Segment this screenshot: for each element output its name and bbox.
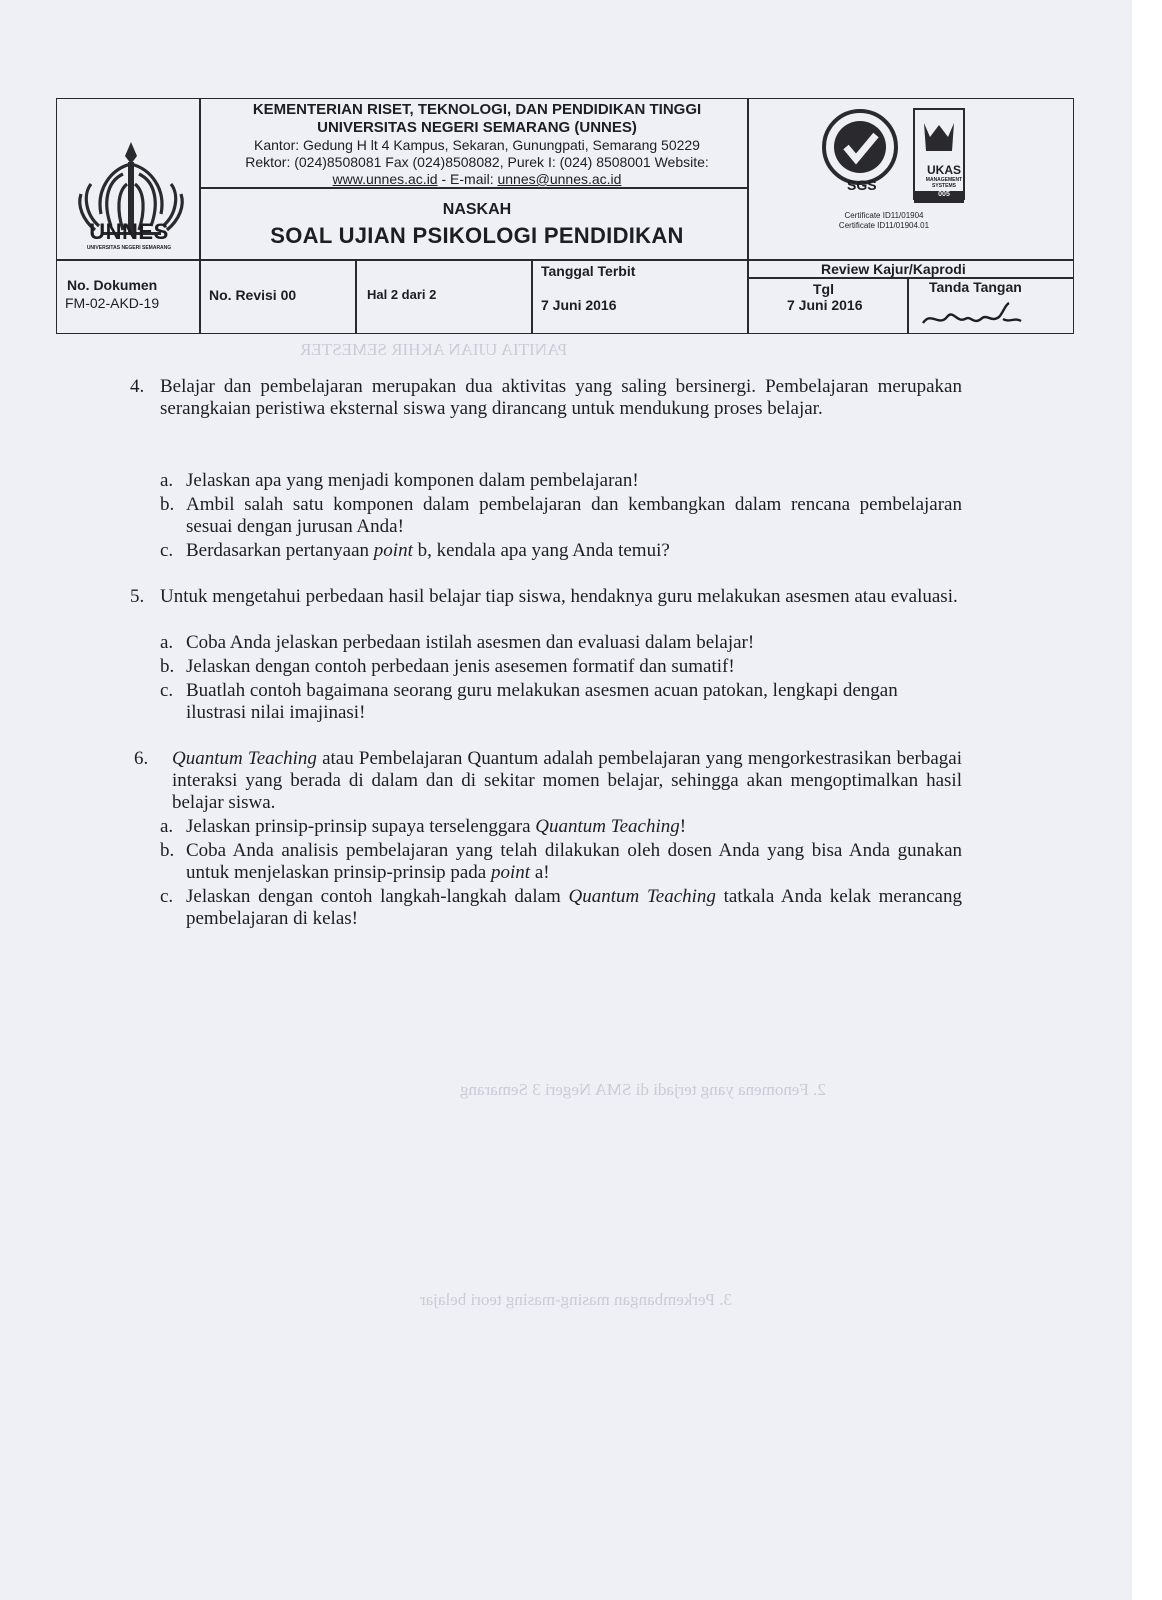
question-text-emphasis: Quantum Teaching — [172, 748, 317, 769]
tgl-value: 7 Juni 2016 — [787, 297, 863, 313]
item-text: Jelaskan dengan contoh perbedaan jenis asesemen formatif dan sumatif! — [186, 656, 735, 677]
item-letter: c. — [160, 886, 174, 907]
doc-title: SOAL UJIAN PSIKOLOGI PENDIDIKAN — [270, 223, 684, 248]
item-text: Buatlah contoh bagaimana seorang guru melakukan asesmen acuan patokan, lengkapi dengan ilustrasi nilai imajinasi! — [186, 680, 898, 723]
item-text: Ambil salah satu komponen dalam pembelajaran dan kembangkan dalam rencana pembelajaran sesuai dengan jurusan Anda! — [186, 494, 962, 537]
item-text — [186, 886, 962, 930]
office-address: Kantor: Gedung H lt 4 Kampus, Sekaran, Gunungpati, Semarang 50229 — [254, 137, 700, 153]
web-email-line — [207, 171, 747, 187]
question-text — [172, 748, 962, 814]
signature-icon — [917, 297, 1037, 331]
item-text-part: Berdasarkan pertanyaan — [186, 540, 374, 561]
item-letter: c. — [160, 680, 174, 701]
item-text: Coba Anda jelaskan perbedaan istilah asesmen dan evaluasi dalam belajar! — [186, 632, 755, 653]
question-text: Belajar dan pembelajaran merupakan dua aktivitas yang saling bersinergi. Pembelajaran merupakan serangkaian peristiwa eksternal siswa yang dirancang untuk mendukung proses belajar. — [160, 376, 962, 419]
item-text-emphasis: Quantum Teaching — [568, 886, 716, 907]
certificate-id-2: Certificate ID11/01904.01 — [838, 221, 930, 230]
bleed-through-text: PANITIA UJIAN AKHIR SEMESTER — [300, 340, 568, 359]
item-text-emphasis: Quantum Teaching — [535, 816, 680, 837]
email-link[interactable]: unnes@unnes.ac.id — [497, 171, 622, 187]
item-letter: b. — [160, 840, 175, 861]
item-letter: b. — [160, 656, 175, 677]
ministry-name: KEMENTERIAN RISET, TEKNOLOGI, DAN PENDIDIKAN TINGGI — [252, 101, 702, 118]
item-letter: c. — [160, 540, 174, 561]
item-letter: b. — [160, 494, 175, 515]
item-text-part: Jelaskan prinsip-prinsip supaya terselenggara — [186, 816, 536, 837]
item-text-part: a! — [530, 862, 550, 883]
item-letter: a. — [160, 470, 174, 491]
question-text-part: atau Pembelajaran Quantum adalah pembelajaran yang mengorkestrasikan berbagai interaksi yang berada di dalam dan di sekitar momen belajar, sehingga akan mengoptimalkan hasil belajar siswa. — [172, 748, 962, 813]
item-text-emphasis: point — [373, 540, 413, 561]
institution-block — [207, 99, 747, 187]
item-text — [186, 816, 962, 838]
ukas-sublabel: MANAGEMENT SYSTEMS — [925, 177, 963, 189]
item-text-part: Coba Anda analisis pembelajaran yang telah dilakukan oleh dosen Anda yang bisa Anda gunakan untuk menjelaskan prinsip-prinsip pada — [186, 840, 962, 883]
doc-type: NASKAH — [442, 201, 512, 218]
halaman: Hal 2 dari 2 — [367, 287, 437, 302]
tanggal-terbit-label: Tanggal Terbit — [541, 263, 636, 279]
question-number: 6. — [134, 748, 149, 769]
bleed-through-text: 2. Fenomena yang terjadi di SMA Negeri 3 Semarang — [460, 1080, 826, 1099]
ukas-code: 005 — [938, 191, 950, 198]
item-text-part: Jelaskan dengan contoh langkah-langkah dalam — [186, 886, 569, 907]
item-text — [186, 840, 962, 884]
item-letter: a. — [160, 816, 174, 837]
review-label: Review Kajur/Kaprodi — [821, 261, 966, 277]
no-dokumen-label: No. Dokumen — [67, 277, 158, 293]
website-link[interactable]: www.unnes.ac.id — [332, 171, 438, 187]
bleed-through-text: 3. Perkembangan masing-masing teori belajar — [420, 1290, 733, 1309]
certificate-id-1: Certificate ID11/01904 — [844, 211, 924, 220]
item-text — [186, 540, 962, 562]
item-letter: a. — [160, 632, 174, 653]
no-revisi: No. Revisi 00 — [209, 287, 297, 303]
item-text-emphasis: point — [491, 862, 531, 883]
tgl-label: Tgl — [813, 281, 834, 297]
item-text-part: tatkala Anda kelak merancang pembelajaran di kelas! — [186, 886, 962, 929]
paper-edge — [1132, 0, 1162, 1600]
tanggal-terbit-value: 7 Juni 2016 — [541, 297, 617, 313]
item-text-part: ! — [679, 816, 687, 837]
university-name: UNIVERSITAS NEGERI SEMARANG (UNNES) — [317, 119, 637, 136]
tanda-tangan-label: Tanda Tangan — [929, 279, 1022, 295]
no-dokumen-value: FM-02-AKD-19 — [65, 295, 160, 311]
logo-subtext: UNIVERSITAS NEGERI SEMARANG — [86, 245, 172, 251]
question-number: 4. — [130, 376, 145, 397]
sgs-label: SGS — [847, 177, 877, 193]
question-number: 5. — [130, 586, 145, 607]
item-text-part: b, kendala apa yang Anda temui? — [412, 540, 670, 561]
logo-wordmark: UNNES — [89, 219, 169, 244]
certificate-ids — [809, 211, 959, 231]
document-title-block — [207, 201, 747, 249]
document-header — [56, 98, 1074, 334]
phone-line: Rektor: (024)8508081 Fax (024)8508082, Purek I: (024) 8508001 Website: — [245, 154, 709, 170]
ukas-label: UKAS — [926, 163, 961, 177]
email-prefix: - E-mail: — [437, 171, 498, 187]
item-text: Jelaskan apa yang menjadi komponen dalam pembelajaran! — [186, 470, 639, 491]
question-text: Untuk mengetahui perbedaan hasil belajar tiap siswa, hendaknya guru melakukan asesmen atau evaluasi. — [160, 586, 958, 607]
